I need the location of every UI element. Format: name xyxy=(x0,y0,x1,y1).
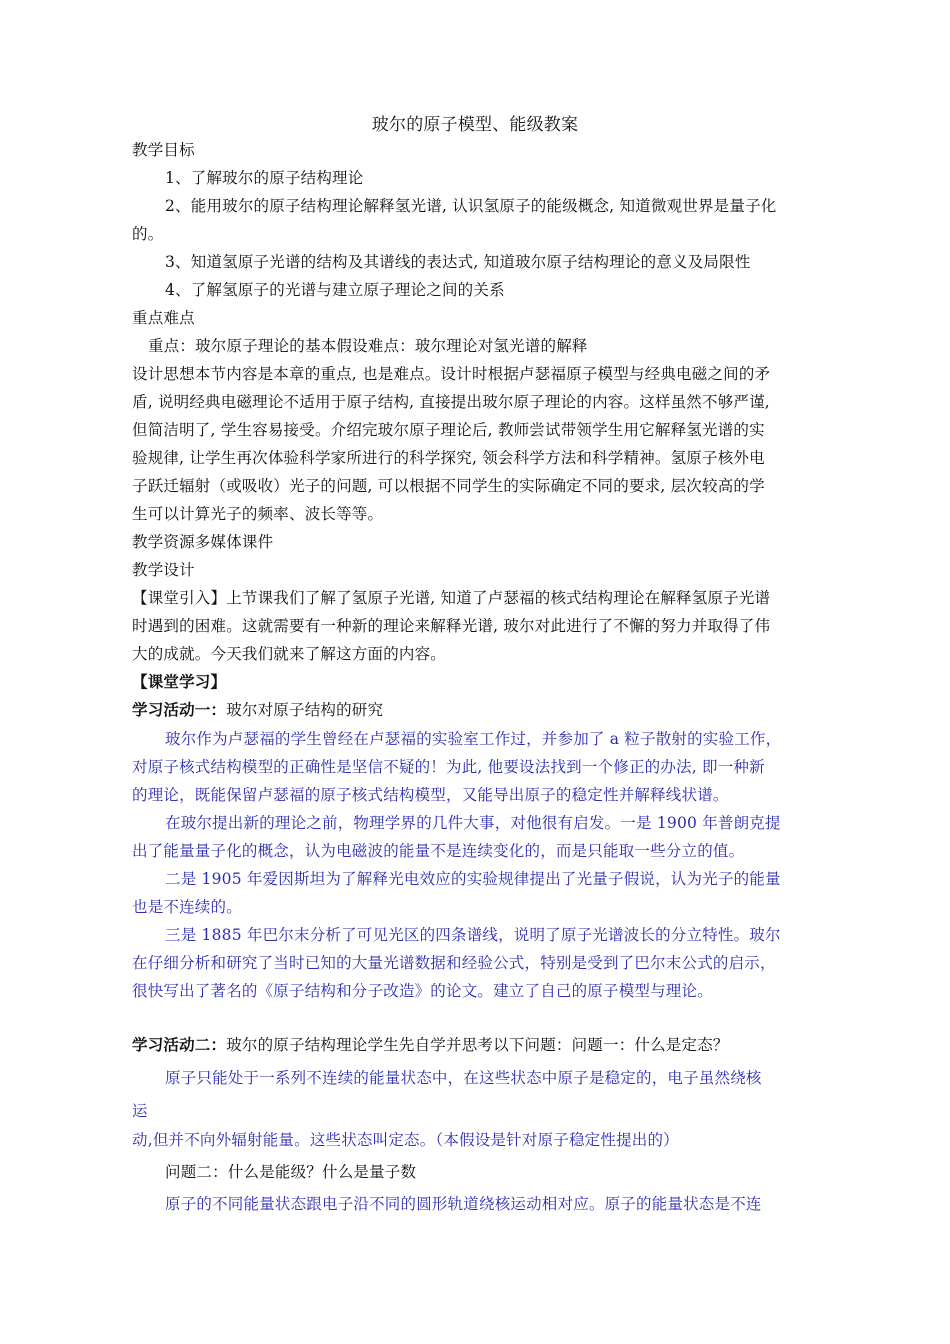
activity-one-label: 学习活动一： xyxy=(132,700,227,719)
activity-one-title: 玻尔对原子结构的研究 xyxy=(226,701,384,719)
activity-one-text: 玻尔作为卢瑟福的学生曾经在卢瑟福的实验室工作过，并参加了 a 粒子散射的实验工作， xyxy=(165,730,782,748)
design-idea-line: 盾, 说明经典电磁理论不适用于原子结构, 直接提出玻尔原子理论的内容。这样虽然不够严谨, xyxy=(132,393,770,411)
intro-line: 时遇到的困难。这就需要有一种新的理论来解释光谱, 玻尔对此进行了不懈的努力并取得了伟 xyxy=(132,617,771,635)
activity-one-text: 也是不连续的。 xyxy=(132,898,242,916)
activity-two-label: 学习活动二： xyxy=(132,1035,227,1054)
design-idea-line: 设计思想本节内容是本章的重点, 也是难点。设计时根据卢瑟福原子模型与经典电磁之间的矛 xyxy=(132,365,771,383)
activity-one-text: 对原子核式结构模型的正确性是坚信不疑的！为此, 他要设法找到一个修正的办法, 即一种新 xyxy=(132,758,765,776)
heading-teaching-design: 教学设计 xyxy=(132,561,195,579)
heading-teaching-goals: 教学目标 xyxy=(132,141,195,159)
question-two: 问题二：什么是能级？什么是量子数 xyxy=(165,1163,417,1181)
design-idea-line: 但简洁明了, 学生容易接受。介绍完玻尔原子理论后, 教师尝试带领学生用它解释氢光谱的实 xyxy=(132,421,765,439)
goal-line: 4、了解氢原子的光谱与建立原子理论之间的关系 xyxy=(165,281,505,299)
activity-one-text: 二是 1905 年爱因斯坦为了解释光电效应的实验规律提出了光量子假说，认为光子的能量 xyxy=(165,870,781,888)
design-idea-line: 生可以计算光子的频率、波长等等。 xyxy=(132,505,384,523)
activity-one-text: 在玻尔提出新的理论之前，物理学界的几件大事，对他很有启发。一是 1900 年普朗克提 xyxy=(165,814,781,832)
goal-line: 3、知道氢原子光谱的结构及其谱线的表达式, 知道玻尔原子结构理论的意义及局限性 xyxy=(165,253,751,271)
key-points-text: 重点：玻尔原子理论的基本假设难点：玻尔理论对氢光谱的解释 xyxy=(148,337,588,355)
design-idea-line: 子跃迁辐射（或吸收）光子的问题, 可以根据不同学生的实际确定不同的要求, 层次较高的学 xyxy=(132,477,765,495)
activity-one-text: 三是 1885 年巴尔末分析了可见光区的四条谱线，说明了原子光谱波长的分立特性。玻尔 xyxy=(165,926,781,944)
activity-two-title: 玻尔的原子结构理论学生先自学并思考以下问题：问题一：什么是定态？ xyxy=(226,1036,729,1054)
activity-two-text: 运 xyxy=(132,1102,148,1120)
activity-two-heading xyxy=(132,1035,729,1055)
activity-one-text: 很快写出了著名的《原子结构和分子改造》的论文。建立了自己的原子模型与理论。 xyxy=(132,982,713,1000)
activity-one-heading xyxy=(132,700,383,720)
goal-line: 1、了解玻尔的原子结构理论 xyxy=(165,169,364,187)
design-idea-line: 验规律, 让学生再次体验科学家所进行的科学探究, 领会科学方法和科学精神。氢原子核外电 xyxy=(132,449,765,467)
goal-line: 2、能用玻尔的原子结构理论解释氢光谱, 认识氢原子的能级概念, 知道微观世界是量子化 xyxy=(165,197,777,215)
activity-two-text: 动,但并不向外辐射能量。这些状态叫定态。（本假设是针对原子稳定性提出的） xyxy=(132,1131,679,1149)
heading-class-study: 【课堂学习】 xyxy=(132,672,227,691)
activity-two-text: 原子的不同能量状态跟电子沿不同的圆形轨道绕核运动相对应。原子的能量状态是不连 xyxy=(165,1195,762,1213)
goal-line: 的。 xyxy=(132,225,164,243)
document-title: 玻尔的原子模型、能级教案 xyxy=(371,115,579,135)
activity-one-text: 在仔细分析和研究了当时已知的大量光谱数据和经验公式，特别是受到了巴尔末公式的启示， xyxy=(132,954,776,972)
heading-key-points: 重点难点 xyxy=(132,309,195,327)
intro-line: 【课堂引入】上节课我们了解了氢原子光谱, 知道了卢瑟福的核式结构理论在解释氢原子光谱 xyxy=(132,589,771,607)
activity-two-text: 原子只能处于一系列不连续的能量状态中，在这些状态中原子是稳定的，电子虽然绕核 xyxy=(165,1069,762,1087)
activity-one-text: 的理论，既能保留卢瑟福的原子核式结构模型，又能导出原子的稳定性并解释线状谱。 xyxy=(132,786,729,804)
intro-line: 大的成就。今天我们就来了解这方面的内容。 xyxy=(132,645,447,663)
teaching-resources: 教学资源多媒体课件 xyxy=(132,533,274,551)
activity-one-text: 出了能量量子化的概念，认为电磁波的能量不是连续变化的，而是只能取一些分立的值。 xyxy=(132,842,745,860)
